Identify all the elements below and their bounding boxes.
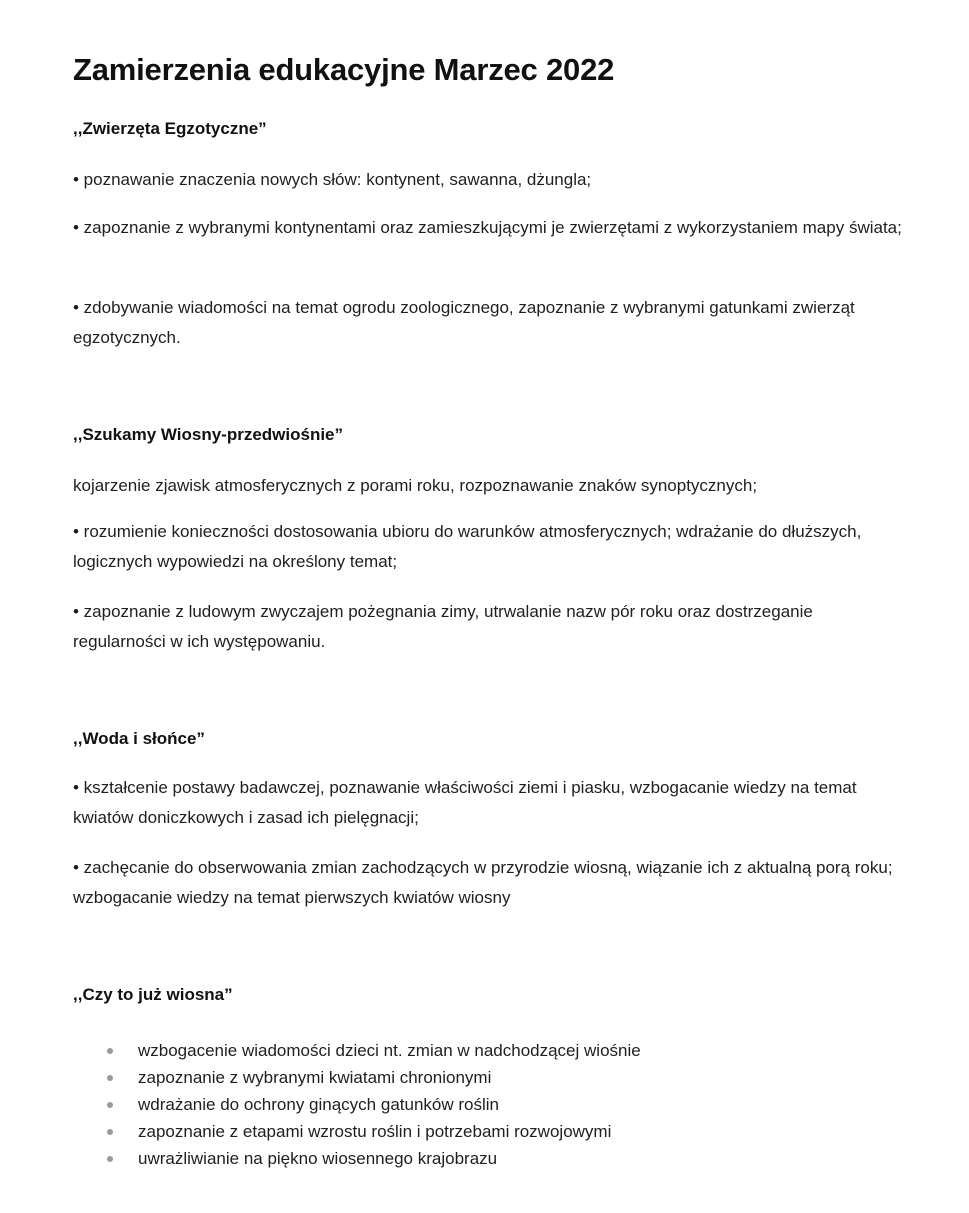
list-item [103, 1118, 641, 1145]
document-title: Zamierzenia edukacyjne Marzec 2022 [73, 52, 615, 87]
bullet-dot-icon [107, 1102, 113, 1108]
bullet-list [103, 1037, 641, 1172]
list-item-text: zapoznanie z wybranymi kwiatami chronionymi [138, 1068, 492, 1087]
section-paragraph: • zapoznanie z ludowym zwyczajem pożegnania zimy, utrwalanie nazw pór roku oraz dostrzeganie regularności w ich występowaniu. [73, 602, 813, 651]
section-paragraph: • poznawanie znaczenia nowych słów: kontynent, sawanna, dżungla; [73, 170, 592, 189]
section-heading-czy-to-juz-wiosna: ,,Czy to już wiosna” [73, 985, 233, 1004]
section-paragraph: • zachęcanie do obserwowania zmian zachodzących w przyrodzie wiosną, wiązanie ich z aktualną porą roku; wzbogacanie wiedzy na temat pierwszych kwiatów wiosny [73, 858, 893, 907]
section-heading-zwierzeta-egzotyczne: ,,Zwierzęta Egzotyczne” [73, 119, 267, 138]
bullet-dot-icon [107, 1129, 113, 1135]
section-paragraph: • zapoznanie z wybranymi kontynentami oraz zamieszkującymi je zwierzętami z wykorzystaniem mapy świata; [73, 218, 902, 237]
bullet-dot-icon [107, 1156, 113, 1162]
list-item-text: wdrażanie do ochrony ginących gatunków roślin [138, 1095, 499, 1114]
section-paragraph: • rozumienie konieczności dostosowania ubioru do warunków atmosferycznych; wdrażanie do dłuższych, logicznych wypowiedzi na określony temat; [73, 522, 862, 571]
section-paragraph: • zdobywanie wiadomości na temat ogrodu zoologicznego, zapoznanie z wybranymi gatunkami zwierząt egzotycznych. [73, 298, 855, 347]
list-item [103, 1037, 641, 1064]
list-item-text: wzbogacenie wiadomości dzieci nt. zmian w nadchodzącej wiośnie [138, 1041, 641, 1060]
bullet-dot-icon [107, 1075, 113, 1081]
section-paragraph: • kształcenie postawy badawczej, poznawanie właściwości ziemi i piasku, wzbogacanie wiedzy na temat kwiatów doniczkowych i zasad ich pielęgnacji; [73, 778, 857, 827]
list-item [103, 1064, 641, 1091]
section-heading-woda-i-slonce: ,,Woda i słońce” [73, 729, 205, 748]
list-item [103, 1145, 641, 1172]
list-item-text: zapoznanie z etapami wzrostu roślin i potrzebami rozwojowymi [138, 1122, 612, 1141]
list-item [103, 1091, 641, 1118]
section-heading-szukamy-wiosny: ,,Szukamy Wiosny-przedwiośnie” [73, 425, 344, 444]
list-item-text: uwrażliwianie na piękno wiosennego krajobrazu [138, 1149, 498, 1168]
bullet-dot-icon [107, 1048, 113, 1054]
section-paragraph: kojarzenie zjawisk atmosferycznych z porami roku, rozpoznawanie znaków synoptycznych; [73, 476, 758, 495]
